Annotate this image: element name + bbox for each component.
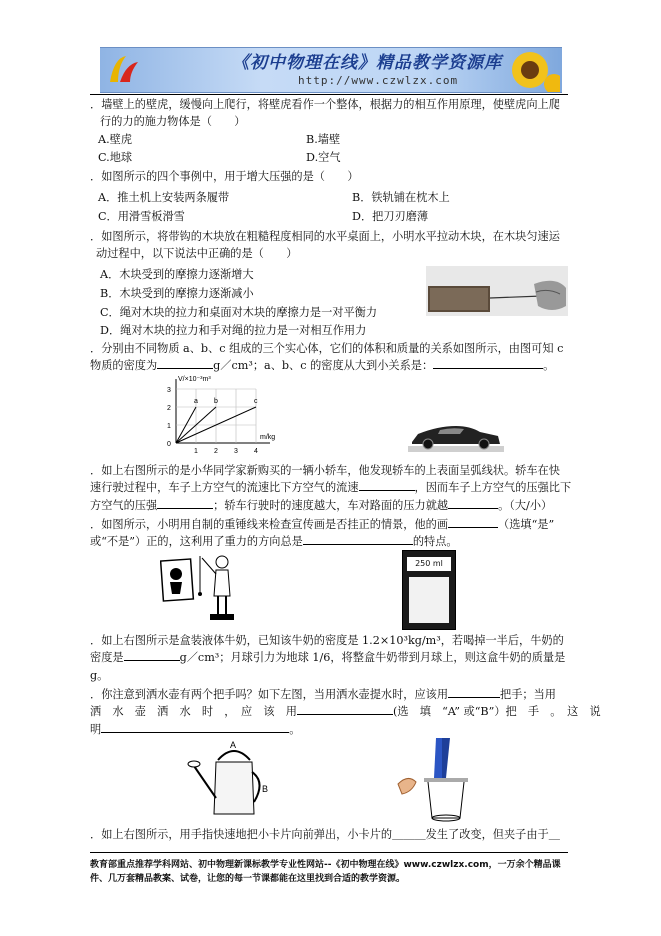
question-3 [90,228,568,263]
q7-blank-density[interactable] [124,649,180,661]
q2-option-c: C．用滑雪板滑雪 [98,210,185,223]
q7-stem-line1: ．如上右图所示是盒装液体牛奶，已知该牛奶的密度是 1.2×10³kg/m³，若喝掉一半后，牛奶的 [90,634,564,647]
q6-text-d: 的特点。 [412,535,458,549]
q5-stem-line3 [90,497,568,514]
q8-text-f: 。 [289,722,301,736]
q4-text-c: 。 [543,359,555,373]
q5-blank-pressure[interactable] [157,497,213,509]
q2-option-b: B．铁轨铺在枕木上 [352,191,450,204]
q3-stem-line2: 动过程中，以下说法中正确的是（ ） [96,247,298,261]
question-9 [90,826,568,843]
q7-text-b: g／cm³；月球引力为地球 1/6，将整盒牛奶带到月球上，则这盒牛奶的质量是 [179,651,566,665]
footer-rule [90,852,568,853]
question-8 [90,686,601,738]
car-figure [408,418,504,452]
question-4 [90,340,568,375]
q5-text-e: 。（大/小） [498,498,553,512]
q6-text-b: （选填“是” [498,518,555,531]
y-tick-label: 3 [167,387,171,394]
q8-text-c: 洒 水 壶 洒 水 时 ， 应 该 用 [90,705,297,719]
q5-blank-speed[interactable] [359,479,415,491]
q5-text-d: ；轿车行驶时的速度越大，车对路面的压力就越 [213,498,449,512]
q6-stem-line1 [90,516,568,533]
q8-stem-line3 [90,721,568,738]
site-logo [104,52,144,88]
x-tick-label: 3 [234,448,238,455]
q1-stem-line1: ．墙壁上的壁虎，缓慢向上爬行，将壁虎看作一个整体，根据力的相互作用原理，使壁虎向上爬 [90,98,560,111]
q3-option-a: A．木块受到的摩擦力逐渐增大 [100,268,254,281]
q8-text-d: (选 填 “A” 或“B”）把 手 。 这 说 [392,705,601,719]
q6-text-c: 或“不是”）正的，这利用了重力的方向总是 [90,535,303,549]
q5-text-a: 速行驶过程中，车子上方空气的流速比下方空气的流速 [90,481,359,495]
milk-box-figure [402,550,456,630]
milk-panel [409,577,449,623]
q5-blank-force[interactable] [448,497,498,509]
q8-blank-carry[interactable] [448,686,500,698]
q1-option-a: A.壁虎 [98,133,133,146]
q6-blank-direction[interactable] [303,533,413,545]
q3-stem-line1: ．如图所示，将带钩的木块放在粗糙程度相同的水平桌面上，小明水平拉动木块，在木块匀速运 [90,230,560,243]
q8-blank-pour[interactable] [297,703,393,715]
x-tick-label: 2 [214,448,218,455]
x-tick-label: 1 [194,448,198,455]
page-footer [90,858,570,887]
plumb-line-figure [160,552,240,624]
q5-stem-line1: ．如上右图所示的是小华同学家新购买的一辆小轿车，他发现轿车的上表面呈弧线状。轿车在快 [90,464,560,477]
q7-text-a: 密度是 [90,651,124,665]
density-chart [160,373,288,457]
q6-text-a: ．如图所示，小明用自制的重锤线来检查宣传画是否挂正的情景，他的画 [90,518,449,531]
q4-stem-line1: ．分别由不同物质 a、b、c 组成的三个实心体，它们的体积和质量的关系如图所示，由图可知 c [90,342,564,355]
q5-text-b: ，因而车子上方空气的压强比下 [414,481,572,495]
q1-option-d: D.空气 [306,151,341,164]
q4-text-b: g／cm³；a、b、c 的密度从大到小关系是： [213,359,434,373]
y-tick-label: 2 [167,405,171,412]
q6-blank-straight[interactable] [448,516,498,528]
q8-text-b: 把手；当用 [500,688,556,701]
x-tick-label: 4 [254,448,258,455]
y-tick-label: 0 [167,441,171,448]
y-axis-label: V/×10⁻³m³ [178,376,211,383]
q2-option-d: D．把刀刃磨薄 [352,210,429,223]
series-label-c: c [254,398,258,405]
q6-stem-line2 [90,533,568,550]
header-title: 《初中物理在线》精品教学资源库 [232,53,502,73]
q8-stem-line1 [90,686,568,703]
question-7 [90,632,568,684]
q3-option-d: D．绳对木块的拉力和手对绳的拉力是一对相互作用力 [100,324,367,337]
series-label-b: b [214,398,218,405]
q8-text-e: 明 [90,722,102,736]
header-rule [90,94,568,95]
q5-stem-line2 [90,479,572,496]
q8-stem-line2 [90,703,601,720]
sunflower-image [490,48,560,92]
q2-option-a: A．推土机上安装两条履带 [98,191,230,204]
footer-line1: 教育部重点推荐学科网站、初中物理新课标教学专业性网站--《初中物理在线》www.czwlzx.com，一万余个精品课 [90,860,561,870]
q5-text-c: 方空气的压强 [90,498,158,512]
handle-a-label: A [230,740,237,750]
milk-volume-label: 250 ml [407,557,451,571]
q1-stem-line2: 行的力的施力物体是（ ） [100,115,246,129]
question-1 [90,96,568,131]
y-tick-label: 1 [167,423,171,430]
q7-stem-line2 [90,649,568,666]
q2-stem: ．如图所示的四个事例中，用于增大压强的是（ ） [90,170,359,183]
q3-option-c: C．绳对木块的拉力和桌面对木块的摩擦力是一对平衡力 [100,306,378,319]
wood-block-figure [424,262,570,320]
handle-b-label: B [262,784,269,794]
q4-text-a: 物质的密度为 [90,359,158,373]
question-5 [90,462,572,514]
clip-card-figure [394,734,474,822]
q4-blank-density[interactable] [157,357,213,369]
x-axis-label: m/kg [260,434,276,441]
q9-stem-line1: ．如上右图所示，用手指快速地把小卡片向前弹出，小卡片的＿＿＿发生了改变，但夹子由于＿ [90,828,560,841]
series-label-a: a [194,398,198,405]
q7-stem-line3: g。 [90,668,109,682]
q3-option-b: B．木块受到的摩擦力逐渐减小 [100,287,254,300]
header-banner [100,47,562,93]
q4-blank-order[interactable] [433,357,543,369]
header-url[interactable]: http://www.czwlzx.com [298,74,459,87]
footer-line2: 件、几万套精品教案、试卷，让您的每一节课都能在这里找到合适的教学资源。 [90,874,406,885]
watering-can-figure [186,738,276,820]
q1-option-b: B.墙壁 [306,133,341,146]
q8-text-a: ．你注意到洒水壶有两个把手吗？如下左图，当用洒水壶提水时，应该用 [90,688,449,701]
q1-option-c: C.地球 [98,151,133,164]
q8-blank-explain[interactable] [101,721,289,733]
question-6 [90,516,568,551]
